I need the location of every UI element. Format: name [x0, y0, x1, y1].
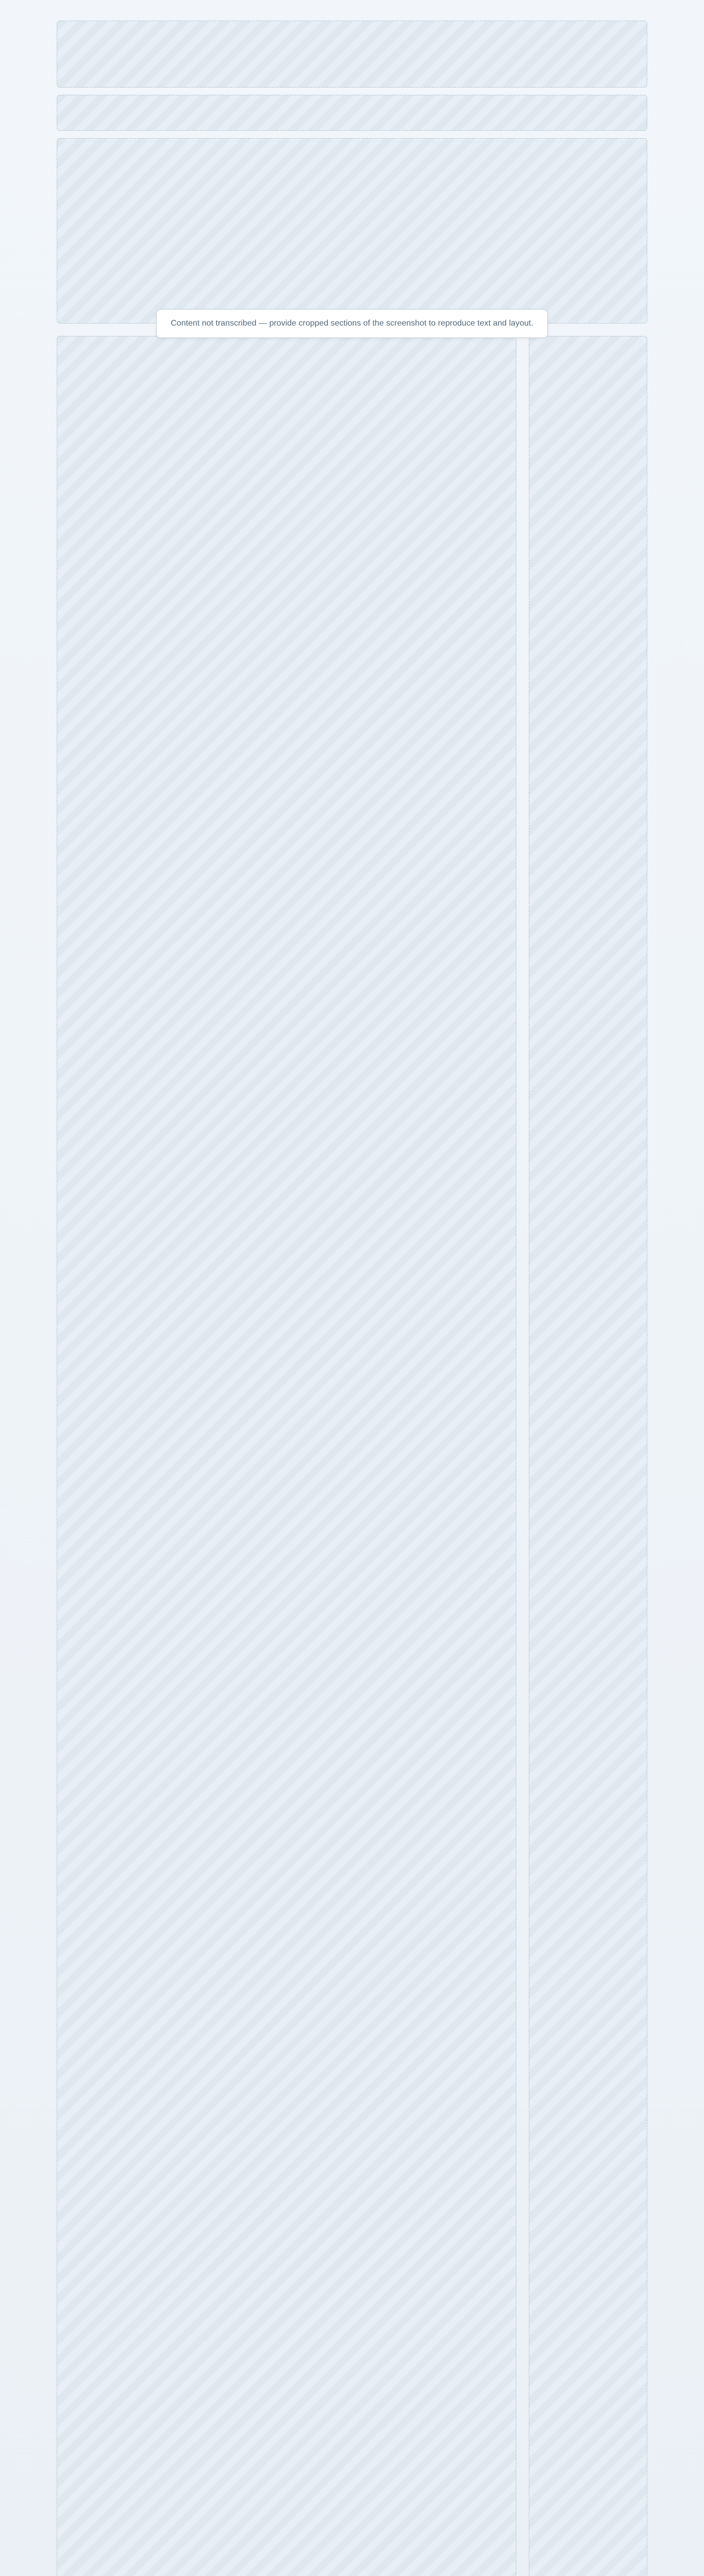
- main-content-placeholder: [57, 336, 516, 2576]
- content-columns: [57, 336, 647, 2576]
- sidebar-placeholder: [529, 336, 647, 2576]
- banner-placeholder: [57, 138, 647, 324]
- placeholder-note: Content not transcribed — provide cropped sections of the screenshot to reproduce text and layout.: [156, 309, 548, 338]
- menu-placeholder: [57, 95, 647, 131]
- header-placeholder: [57, 21, 647, 88]
